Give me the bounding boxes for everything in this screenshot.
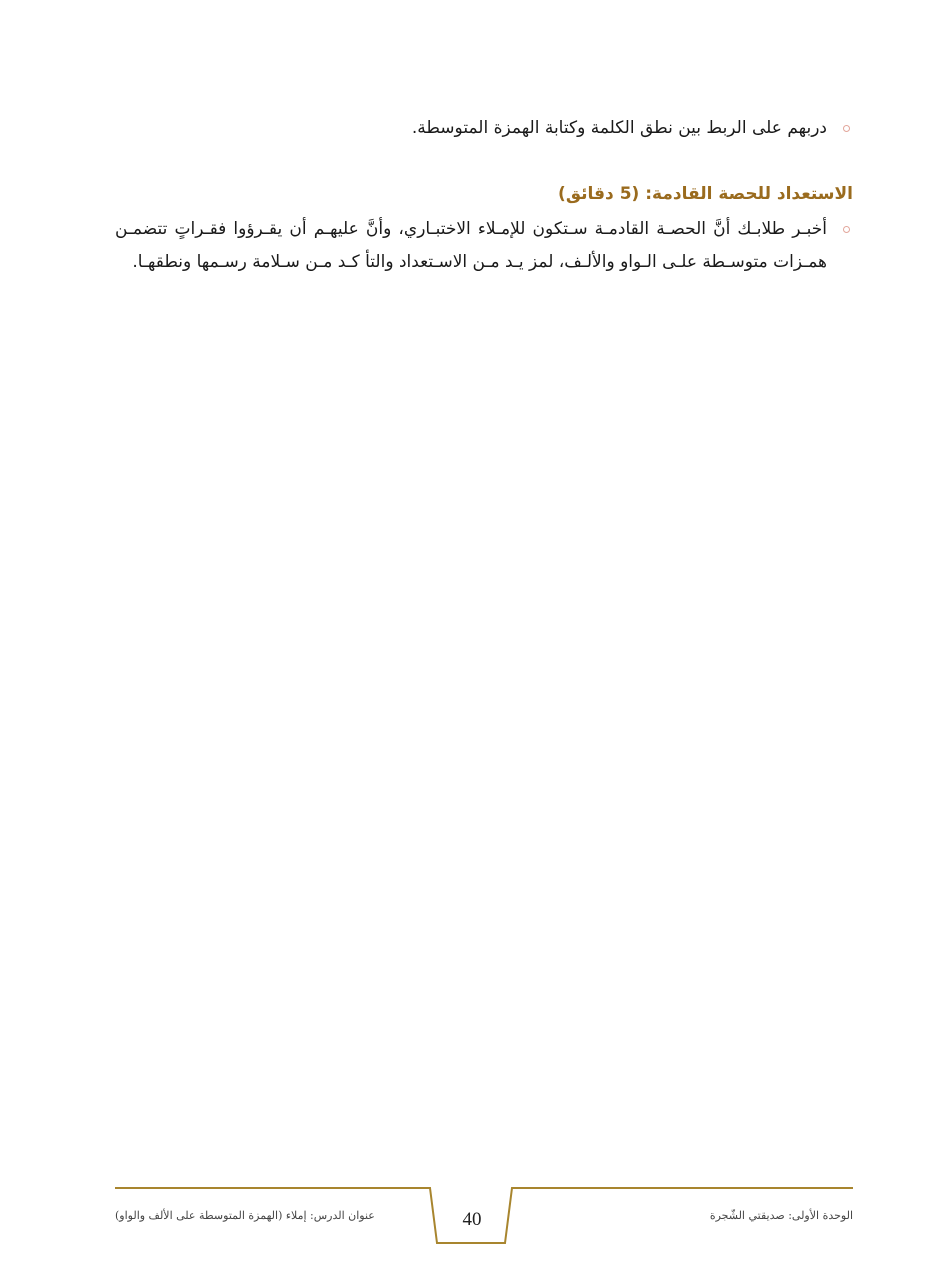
section-heading: الاستعداد للحصة القادمة: (5 دقائق) [558,184,853,204]
footer-unit-title: الوحدة الأولى: صديقتي الشّجرة [709,1209,853,1222]
list-item-text: دربهم على الربط بين نطق الكلمة وكتابة الهمزة المتوسطة. [411,118,827,138]
page-number: 40 [462,1209,482,1230]
footer-lesson-title: عنوان الدرس: إملاء (الهمزة المتوسطة على الألف والواو) [115,1209,375,1222]
list-item-text: أخبـر طلابـك أنَّ الحصـة القادمـة سـتكون للإمـلاء الاختبـاري، وأنَّ عليهـم أن يقـرؤوا فقـراتٍ تتضمـن همـزات متوسـطة علـى الـواو والألـف، لمز يـد مـن الاسـتعداد والتأ كـد مـن سـلامة رسـمها ونطقهـا. [115,219,827,272]
